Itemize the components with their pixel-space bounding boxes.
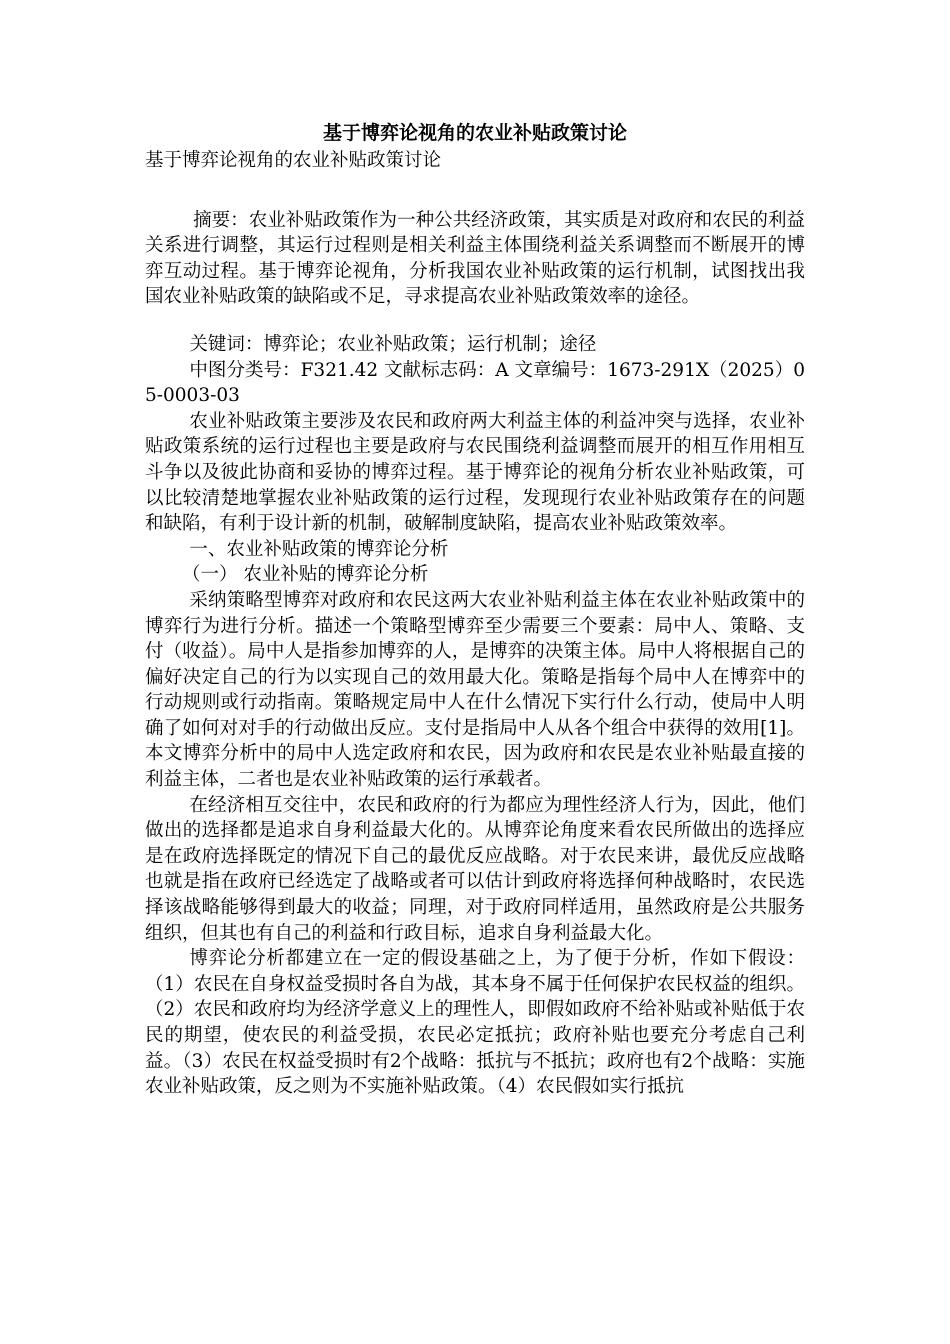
spacer xyxy=(145,174,805,202)
abstract-paragraph: 摘要：农业补贴政策作为一种公共经济政策，其实质是对政府和农民的利益关系进行调整，其运行过程则是相关利益主体围绕利益关系调整而不断展开的博弈互动过程。基于博弈论视角，分析我国农业补贴政策的运行机制，试图找出我国农业补贴政策的缺陷或不足，寻求提高农业补贴政策效率的途径。 xyxy=(145,209,805,308)
classification-line: 中图分类号：F321.42 文献标志码：A 文章编号：1673-291X（2025）05-0003-03 xyxy=(145,359,805,407)
body-paragraph: 在经济相互交往中，农民和政府的行为都应为理性经济人行为，因此，他们做出的选择都是追求自身利益最大化的。从博弈论角度来看农民所做出的选择应是在政府选择既定的情况下自己的最优反应战略。对于农民来讲，最优反应战略也就是指在政府已经选定了战略或者可以估计到政府将选择何种战略时，农民选择该战略能够得到最大的收益；同理，对于政府同样适用，虽然政府是公共服务组织，但其也有自己的利益和行政目标，追求自身利益最大化。 xyxy=(145,794,805,944)
document-title: 基于博弈论视角的农业补贴政策讨论 xyxy=(322,122,627,144)
body-paragraph: 农业补贴政策主要涉及农民和政府两大利益主体的利益冲突与选择，农业补贴政策系统的运行过程也主要是政府与农民围绕利益调整而展开的相互作用相互斗争以及彼此协商和妥协的博弈过程。基于博弈论的视角分析农业补贴政策，可以比较清楚地掌握农业补贴政策的运行过程，发现现行农业补贴政策存在的问题和缺陷，有利于设计新的机制，破解制度缺陷，提高农业补贴政策效率。 xyxy=(145,410,805,535)
body-paragraph: 采纳策略型博弈对政府和农民这两大农业补贴利益主体在农业补贴政策中的博弈行为进行分析。描述一个策略型博弈至少需要三个要素：局中人、策略、支付（收益）。局中人是指参加博弈的人，是博弈的决策主体。局中人将根据自己的偏好决定自己的行为以实现自己的效用最大化。策略是指每个局中人在博弈中的行动规则或行动指南。策略规定局中人在什么情况下实行什么行动，使局中人明确了如何对对手的行动做出反应。支付是指局中人从各个组合中获得的效用[1]。本文博弈分析中的局中人选定政府和农民，因为政府和农民是农业补贴最直接的利益主体，二者也是农业补贴政策的运行承载者。 xyxy=(145,589,805,791)
document-page xyxy=(145,118,805,1100)
document-subtitle: 基于博弈论视角的农业补贴政策讨论 xyxy=(145,150,442,171)
subsection-heading: （一） 农业补贴的博弈论分析 xyxy=(182,564,429,586)
metadata-block xyxy=(145,332,805,409)
body-paragraph: 博弈论分析都建立在一定的假设基础之上，为了便于分析，作如下假设：（1）农民在自身权益受损时各自为战，其本身不属于任何保护农民权益的组织。（2）农民和政府均为经济学意义上的理性人，即假如政府不给补贴或补贴低于农民的期望，使农民的利益受损，农民必定抵抗；政府补贴也要充分考虑自己利益。（3）农民在权益受损时有2个战略：抵抗与不抵抗；政府也有2个战略：实施农业补贴政策，反之则为不实施补贴政策。（4）农民假如实行抵抗 xyxy=(145,948,805,1098)
section-heading: 一、农业补贴政策的博弈论分析 xyxy=(189,538,449,560)
keywords-line: 关键词：博弈论；农业补贴政策；运行机制；途径 xyxy=(189,333,597,355)
